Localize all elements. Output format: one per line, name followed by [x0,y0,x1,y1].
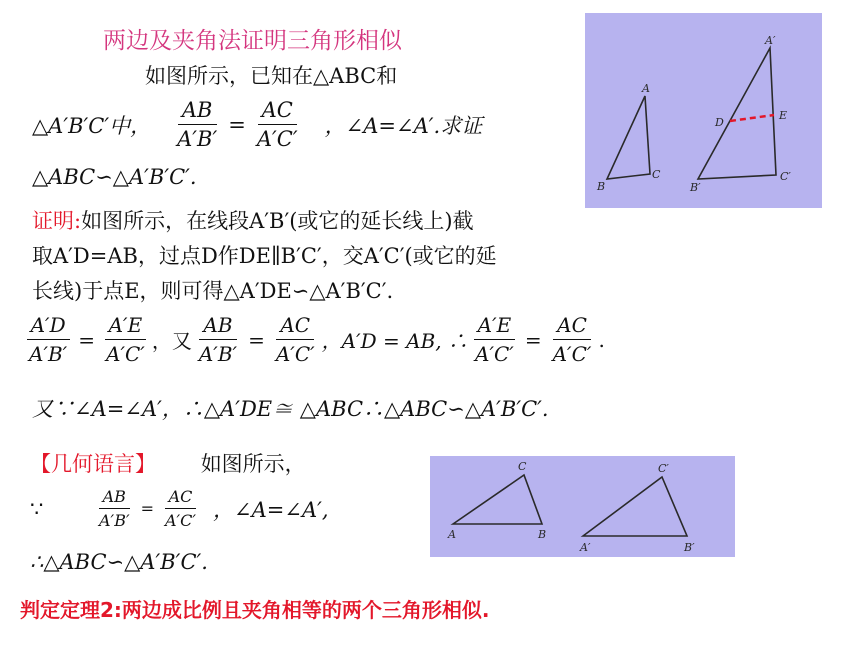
frac-f-num: AC [553,313,591,340]
label-b: B [597,180,606,193]
ratio-ab [173,98,221,151]
frac-h-den: A′C′ [164,511,197,530]
proof-line-2: 取A′D=AB，过点D作DE∥B′C′，交A′C′(或它的延 [32,244,497,268]
triangle-abc [607,96,650,179]
intro-line-1: 如图所示，已知在△ABC和 [145,64,398,88]
frac-e-num: A′E [474,313,516,340]
eq-2: = [248,327,265,352]
figure-2-svg [430,456,735,557]
intro-line2-start: △A′B′C′中， [32,113,152,138]
frac-a [25,313,71,366]
label-b-prime: B′ [690,181,701,194]
label-a-prime-2: A′ [580,541,591,554]
label-a-2: A [448,528,456,541]
ratio-ac-num: AC [258,98,297,125]
label-e: E [779,109,788,122]
figure-1-panel [585,13,822,208]
frac-d [272,313,319,366]
label-a: A [642,82,650,95]
frac-g [95,487,134,530]
ratio-ab-num: AB [178,98,217,125]
figure-1-svg [585,13,822,208]
label-d: D [715,116,724,129]
frac-e [471,313,518,366]
frac-e-den: A′C′ [475,342,514,366]
label-c: C [652,168,661,181]
proof-equation-row [22,313,605,366]
triangle-a2b2c2 [698,48,776,179]
label-c-2: C [518,460,527,473]
proof-line-3: 长线)于点E，则可得△A′DE∽△A′B′C′. [32,279,394,303]
proof-line1-text: 如图所示，在线段A′B′(或它的延长线上)截 [81,209,474,233]
geo-intro: 如图所示， [200,452,306,476]
eq-3: = [524,327,542,352]
geo-label: 【几何语言】 [30,452,156,476]
frac-g-den: A′B′ [99,511,130,530]
proof-mid: ，A′D = AB, ∴ [321,329,469,353]
label-c-prime: C′ [780,170,791,183]
frac-b-num: A′E [105,313,147,340]
geo-conclusion: ∴△ABC∽△A′B′C′. [30,550,208,574]
geo-header [30,448,306,478]
frac-g-num: AB [99,487,130,509]
proof-line-1 [32,205,474,235]
geo-condition-row [30,487,329,530]
frac-c-num: AB [199,313,236,340]
page-title: 两边及夹角法证明三角形相似 [103,28,402,54]
label-b-2: B [538,528,547,541]
eq-4: = [140,499,154,518]
because-symbol: ∵ [30,496,44,521]
label-a-prime: A′ [765,34,776,47]
intro-line-3: △ABC∽△A′B′C′. [32,165,197,189]
proof-label: 证明: [32,209,82,233]
frac-h [161,487,200,530]
intro-line2-end: ，∠A=∠A′.求证 [324,113,483,138]
ratio-ac [253,98,302,151]
frac-c-den: A′B′ [198,342,238,366]
frac-f [549,313,596,366]
frac-a-num: A′D [27,313,70,340]
label-c-prime-2: C′ [658,462,669,475]
frac-a-den: A′B′ [29,342,68,366]
dashed-de-segment [730,115,774,121]
figure-2-panel [430,456,735,557]
label-b-prime-2: B′ [684,541,695,554]
frac-d-num: AC [276,313,314,340]
intro-line-2 [32,98,482,151]
ratio-ac-den: A′C′ [256,127,298,151]
frac-c [195,313,241,366]
equals-sign: = [228,112,246,137]
triangle-abc-2 [453,475,542,524]
frac-b [102,313,149,366]
proof-line-5: 又∵∠A=∠A′，∴△A′DE≅ △ABC∴△ABC∽△A′B′C′. [32,397,549,421]
proof-end: . [598,327,605,352]
eq-1: = [78,327,95,352]
theorem-statement: 判定定理2:两边成比例且夹角相等的两个三角形相似. [20,598,490,622]
frac-h-num: AC [165,487,197,509]
geo-angle: ，∠A=∠A′, [213,497,329,522]
frac-b-den: A′C′ [106,342,145,366]
proof-you: ，又 [151,329,192,353]
ratio-ab-den: A′B′ [177,127,218,151]
frac-d-den: A′C′ [275,342,315,366]
frac-f-den: A′C′ [552,342,592,366]
triangle-a2b2c2-2 [583,477,687,536]
